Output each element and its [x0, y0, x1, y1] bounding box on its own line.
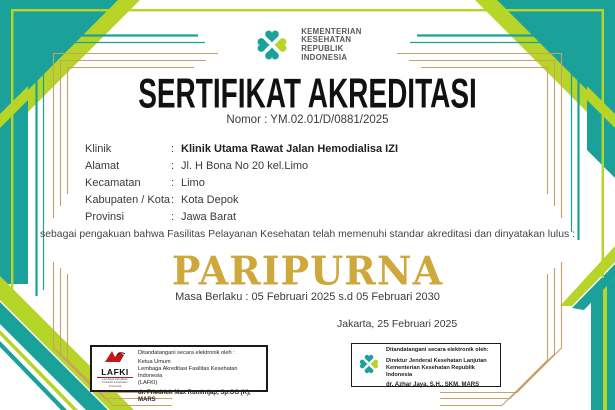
signed-electronically-label: Ditandatangani secara elektronik oleh : [138, 350, 235, 356]
field-row-alamat [85, 158, 398, 175]
field-row-kecamatan [85, 175, 398, 192]
signature-box-lafki [90, 345, 268, 403]
validity-period: Masa Berlaku : 05 Februari 2025 s.d 05 Februari 2030 [175, 291, 440, 303]
signatory-role: Direktur Jenderal Kesehatan Lanjutan [386, 358, 487, 364]
kemenkes-logo-icon [357, 351, 381, 377]
field-value: Jl. H Bona No 20 kel.Limo [181, 160, 309, 172]
signatory-role: Ketua Umum [138, 359, 171, 365]
field-colon: : [171, 211, 175, 223]
field-colon: : [171, 194, 175, 206]
field-colon: : [171, 177, 175, 189]
accreditation-statement: sebagai pengakuan bahwa Fasilitas Pelayanan Kesehatan telah memenuhi standar akreditasi dan dinyatakan lulus : [40, 229, 575, 240]
signatory-name: dr. Friedrich Max Rumintjap, Sp.OG (K), MARS [138, 390, 251, 403]
place-and-date: Jakarta, 25 Februari 2025 [337, 318, 458, 330]
field-value: Kota Depok [181, 194, 239, 206]
field-value: Klinik Utama Rawat Jalan Hemodialisa IZI [181, 143, 399, 155]
field-row-kabupaten-kota [85, 192, 398, 209]
field-label: Klinik [85, 143, 112, 155]
field-colon: : [171, 143, 175, 155]
lafki-bird-icon [104, 350, 126, 363]
ministry-line: INDONESIA [301, 52, 348, 62]
certificate-number: Nomor : YM.02.01/D/0881/2025 [226, 114, 389, 126]
field-row-klinik [85, 141, 398, 158]
kemenkes-signature-text [386, 347, 495, 389]
lafki-logo-text: LAFKI [101, 367, 129, 377]
signatory-org: Lembaga Akreditasi Fasilitas Kesehatan Indonesia [138, 366, 238, 379]
field-label: Alamat [85, 160, 120, 172]
signed-electronically-label: Ditandatangani secara elektronik oleh: [386, 347, 489, 353]
field-label: Kabupaten / Kota [85, 194, 171, 206]
lafki-logo-subtext: Lembaga Akreditasi Fasilitas Kesehatan Indonesia [97, 377, 133, 388]
field-label: Provinsi [85, 211, 125, 223]
field-value: Limo [181, 177, 205, 189]
facility-fields [85, 141, 398, 226]
field-value: Jawa Barat [181, 211, 237, 223]
accreditation-result: PARIPURNA [171, 247, 444, 294]
signatory-org-abbr: (LAFKI) [138, 380, 158, 386]
ministry-line: KEMENTERIAN [301, 26, 362, 36]
certificate-title: SERTIFIKAT AKREDITASI [138, 70, 477, 118]
signature-box-kemenkes [351, 343, 501, 387]
lafki-signature-text [138, 350, 261, 404]
ministry-logo-block [0, 24, 615, 66]
field-row-provinsi [85, 209, 398, 226]
signatory-org: Kementerian Kesehatan Republik Indonesia [386, 365, 475, 378]
field-colon: : [171, 160, 175, 172]
signatory-name: dr. Azhar Jaya, S.H., SKM, MARS [386, 382, 480, 388]
ministry-line: KESEHATAN [301, 35, 352, 45]
field-label: Kecamatan [85, 177, 141, 189]
lafki-logo-icon [97, 350, 133, 388]
ministry-line: REPUBLIK [301, 44, 344, 53]
kemenkes-logo-icon [253, 24, 291, 66]
ministry-name [301, 28, 361, 62]
